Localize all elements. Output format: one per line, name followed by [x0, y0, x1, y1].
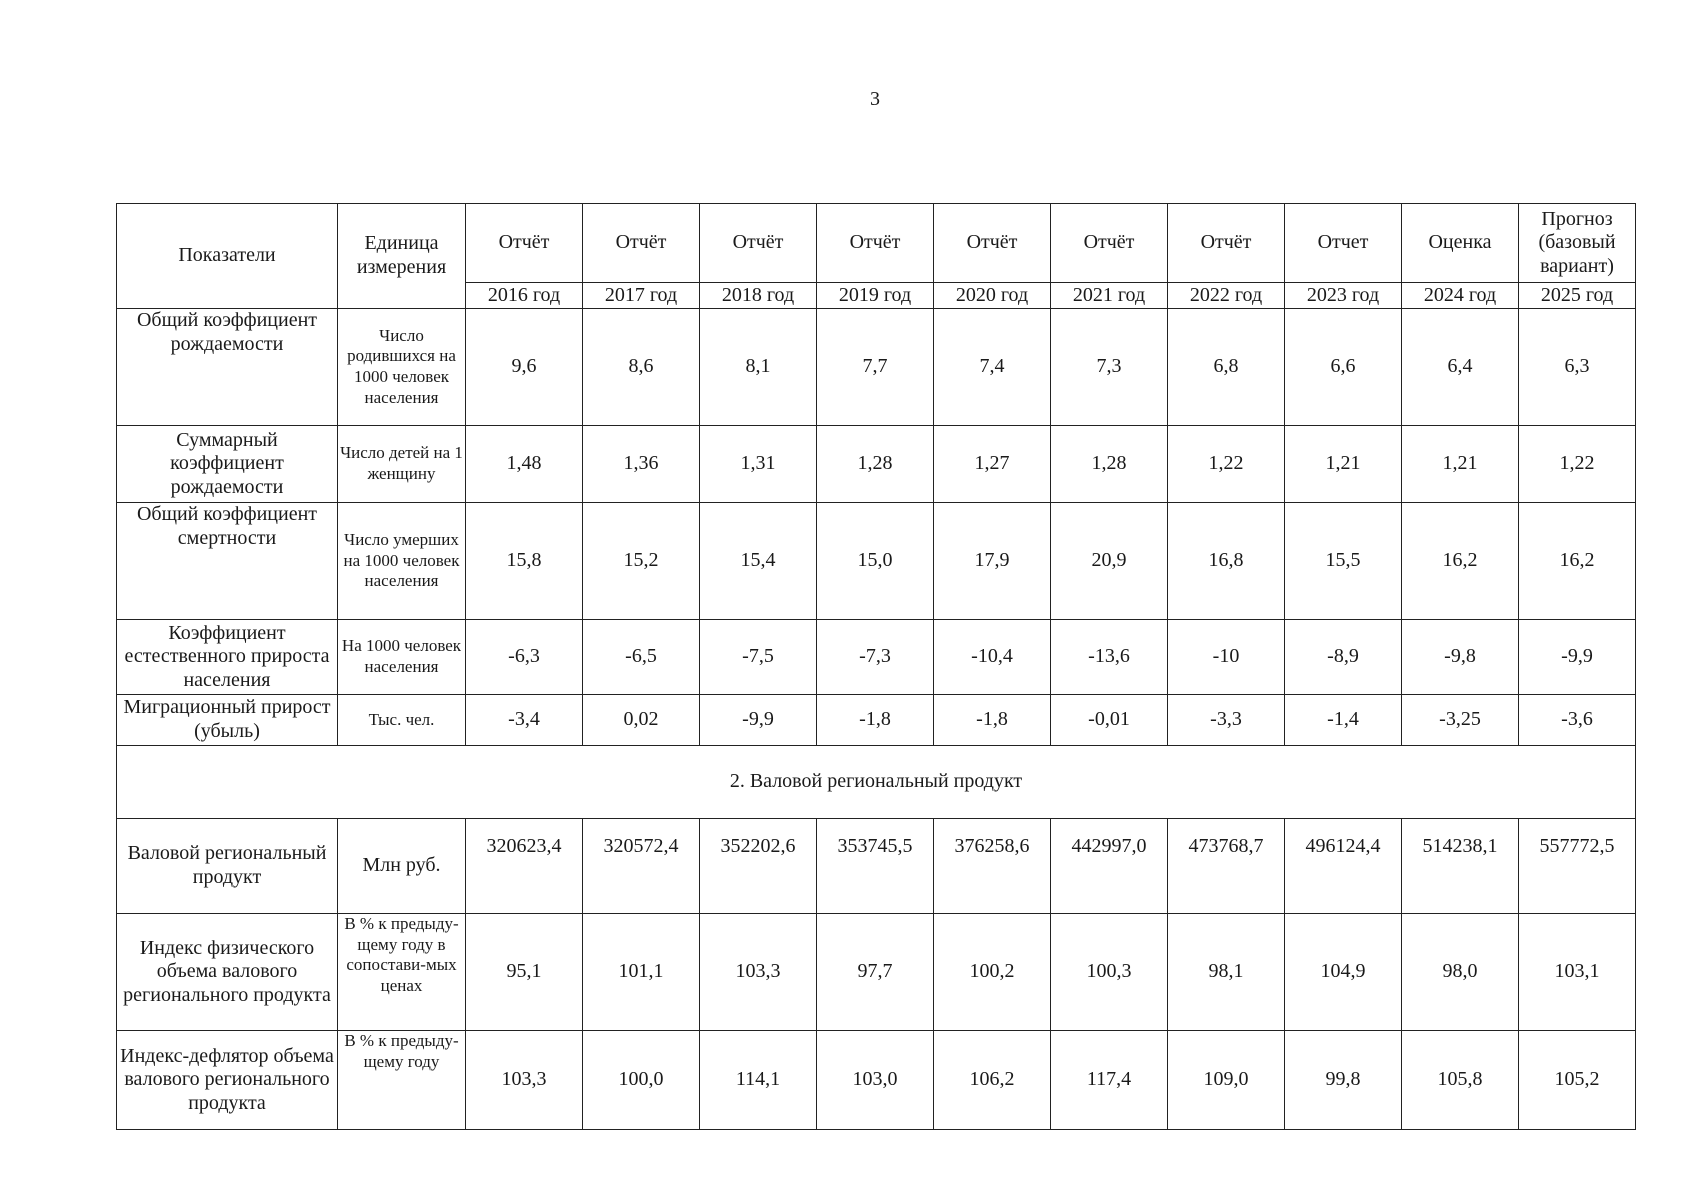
row-value: 7,7 [817, 309, 934, 426]
header-year: 2023 год [1285, 283, 1402, 309]
row-value: 496124,4 [1285, 819, 1402, 914]
header-status: Отчёт [1051, 204, 1168, 283]
row-value: 103,3 [700, 914, 817, 1031]
row-unit: В % к предыду-щему году [338, 1031, 466, 1130]
row-value: 103,0 [817, 1031, 934, 1130]
row-unit: Число родившихся на 1000 человек населения [338, 309, 466, 426]
row-value: 98,0 [1402, 914, 1519, 1031]
row-value: 376258,6 [934, 819, 1051, 914]
header-year: 2021 год [1051, 283, 1168, 309]
table-row [117, 695, 1636, 746]
row-value: 103,1 [1519, 914, 1636, 1031]
header-row [117, 204, 1636, 283]
header-unit: Единица измерения [338, 204, 466, 309]
row-value: -10 [1168, 620, 1285, 695]
row-value: 1,28 [1051, 426, 1168, 503]
row-value: 17,9 [934, 503, 1051, 620]
row-value: 1,27 [934, 426, 1051, 503]
row-value: 6,6 [1285, 309, 1402, 426]
table-row [117, 914, 1636, 1031]
row-value: 320572,4 [583, 819, 700, 914]
row-value: 100,3 [1051, 914, 1168, 1031]
header-status: Отчёт [934, 204, 1051, 283]
row-unit: Тыс. чел. [338, 695, 466, 746]
row-value: -7,3 [817, 620, 934, 695]
row-unit: На 1000 человек населения [338, 620, 466, 695]
row-value: 101,1 [583, 914, 700, 1031]
row-value: 100,0 [583, 1031, 700, 1130]
row-value: 7,3 [1051, 309, 1168, 426]
row-value: -9,8 [1402, 620, 1519, 695]
row-indicator: Суммарный коэффициент рождаемости [117, 426, 338, 503]
row-unit: Число умерших на 1000 человек населения [338, 503, 466, 620]
row-value: 97,7 [817, 914, 934, 1031]
row-value: 16,8 [1168, 503, 1285, 620]
row-indicator: Индекс-дефлятор объема валового регионального продукта [117, 1031, 338, 1130]
row-value: 353745,5 [817, 819, 934, 914]
row-indicator: Коэффициент естественного прироста населения [117, 620, 338, 695]
row-value: 557772,5 [1519, 819, 1636, 914]
header-status: Отчет [1285, 204, 1402, 283]
row-value: 99,8 [1285, 1031, 1402, 1130]
table-row [117, 503, 1636, 620]
row-value: 103,3 [466, 1031, 583, 1130]
header-year: 2025 год [1519, 283, 1636, 309]
row-value: 1,22 [1519, 426, 1636, 503]
row-value: 98,1 [1168, 914, 1285, 1031]
page-number: 3 [870, 88, 880, 110]
row-value: 6,4 [1402, 309, 1519, 426]
row-value: 15,0 [817, 503, 934, 620]
row-value: 320623,4 [466, 819, 583, 914]
header-status: Отчёт [1168, 204, 1285, 283]
row-value: 6,3 [1519, 309, 1636, 426]
header-year: 2016 год [466, 283, 583, 309]
row-indicator: Валовой региональный продукт [117, 819, 338, 914]
header-year: 2018 год [700, 283, 817, 309]
table-row [117, 1031, 1636, 1130]
header-status: Прогноз (базовый вариант) [1519, 204, 1636, 283]
row-value: 473768,7 [1168, 819, 1285, 914]
row-unit: Млн руб. [338, 819, 466, 914]
table-row [117, 426, 1636, 503]
row-value: -0,01 [1051, 695, 1168, 746]
section-row [117, 746, 1636, 819]
row-value: -1,8 [817, 695, 934, 746]
row-value: 1,21 [1402, 426, 1519, 503]
row-value: 106,2 [934, 1031, 1051, 1130]
header-year: 2022 год [1168, 283, 1285, 309]
header-year: 2020 год [934, 283, 1051, 309]
row-value: 1,28 [817, 426, 934, 503]
header-status: Отчёт [583, 204, 700, 283]
row-value: -3,3 [1168, 695, 1285, 746]
row-value: 15,4 [700, 503, 817, 620]
header-indicator: Показатели [117, 204, 338, 309]
row-value: 105,8 [1402, 1031, 1519, 1130]
table-row [117, 309, 1636, 426]
row-indicator: Миграционный прирост (убыль) [117, 695, 338, 746]
row-value: 7,4 [934, 309, 1051, 426]
row-value: 16,2 [1402, 503, 1519, 620]
row-value: 1,31 [700, 426, 817, 503]
row-value: -1,4 [1285, 695, 1402, 746]
row-value: 117,4 [1051, 1031, 1168, 1130]
row-value: -13,6 [1051, 620, 1168, 695]
row-value: -7,5 [700, 620, 817, 695]
row-value: -1,8 [934, 695, 1051, 746]
row-value: -3,4 [466, 695, 583, 746]
row-value: 1,21 [1285, 426, 1402, 503]
row-indicator: Индекс физического объема валового регионального продукта [117, 914, 338, 1031]
header-year: 2024 год [1402, 283, 1519, 309]
table-row [117, 819, 1636, 914]
header-status: Отчёт [700, 204, 817, 283]
row-value: 15,5 [1285, 503, 1402, 620]
row-value: 15,8 [466, 503, 583, 620]
row-indicator: Общий коэффициент смертности [117, 503, 338, 620]
header-year: 2017 год [583, 283, 700, 309]
row-value: 8,6 [583, 309, 700, 426]
row-value: 442997,0 [1051, 819, 1168, 914]
row-value: 1,22 [1168, 426, 1285, 503]
header-status: Отчёт [817, 204, 934, 283]
row-value: -9,9 [700, 695, 817, 746]
row-value: -6,3 [466, 620, 583, 695]
row-value: 6,8 [1168, 309, 1285, 426]
row-value: 105,2 [1519, 1031, 1636, 1130]
row-unit: В % к предыду-щему году в сопостави-мых ценах [338, 914, 466, 1031]
indicators-table [116, 203, 1636, 1130]
row-value: 1,48 [466, 426, 583, 503]
row-value: 9,6 [466, 309, 583, 426]
row-value: 16,2 [1519, 503, 1636, 620]
row-value: -10,4 [934, 620, 1051, 695]
row-value: 514238,1 [1402, 819, 1519, 914]
row-value: 95,1 [466, 914, 583, 1031]
row-value: -9,9 [1519, 620, 1636, 695]
table-row [117, 620, 1636, 695]
header-status: Оценка [1402, 204, 1519, 283]
section-title: 2. Валовой региональный продукт [117, 746, 1636, 819]
row-value: 8,1 [700, 309, 817, 426]
row-value: -8,9 [1285, 620, 1402, 695]
header-year: 2019 год [817, 283, 934, 309]
row-indicator: Общий коэффициент рождаемости [117, 309, 338, 426]
row-value: -3,25 [1402, 695, 1519, 746]
row-unit: Число детей на 1 женщину [338, 426, 466, 503]
row-value: 352202,6 [700, 819, 817, 914]
row-value: 109,0 [1168, 1031, 1285, 1130]
row-value: -3,6 [1519, 695, 1636, 746]
row-value: 0,02 [583, 695, 700, 746]
row-value: 104,9 [1285, 914, 1402, 1031]
row-value: 100,2 [934, 914, 1051, 1031]
row-value: 15,2 [583, 503, 700, 620]
row-value: -6,5 [583, 620, 700, 695]
row-value: 114,1 [700, 1031, 817, 1130]
row-value: 1,36 [583, 426, 700, 503]
header-status: Отчёт [466, 204, 583, 283]
row-value: 20,9 [1051, 503, 1168, 620]
